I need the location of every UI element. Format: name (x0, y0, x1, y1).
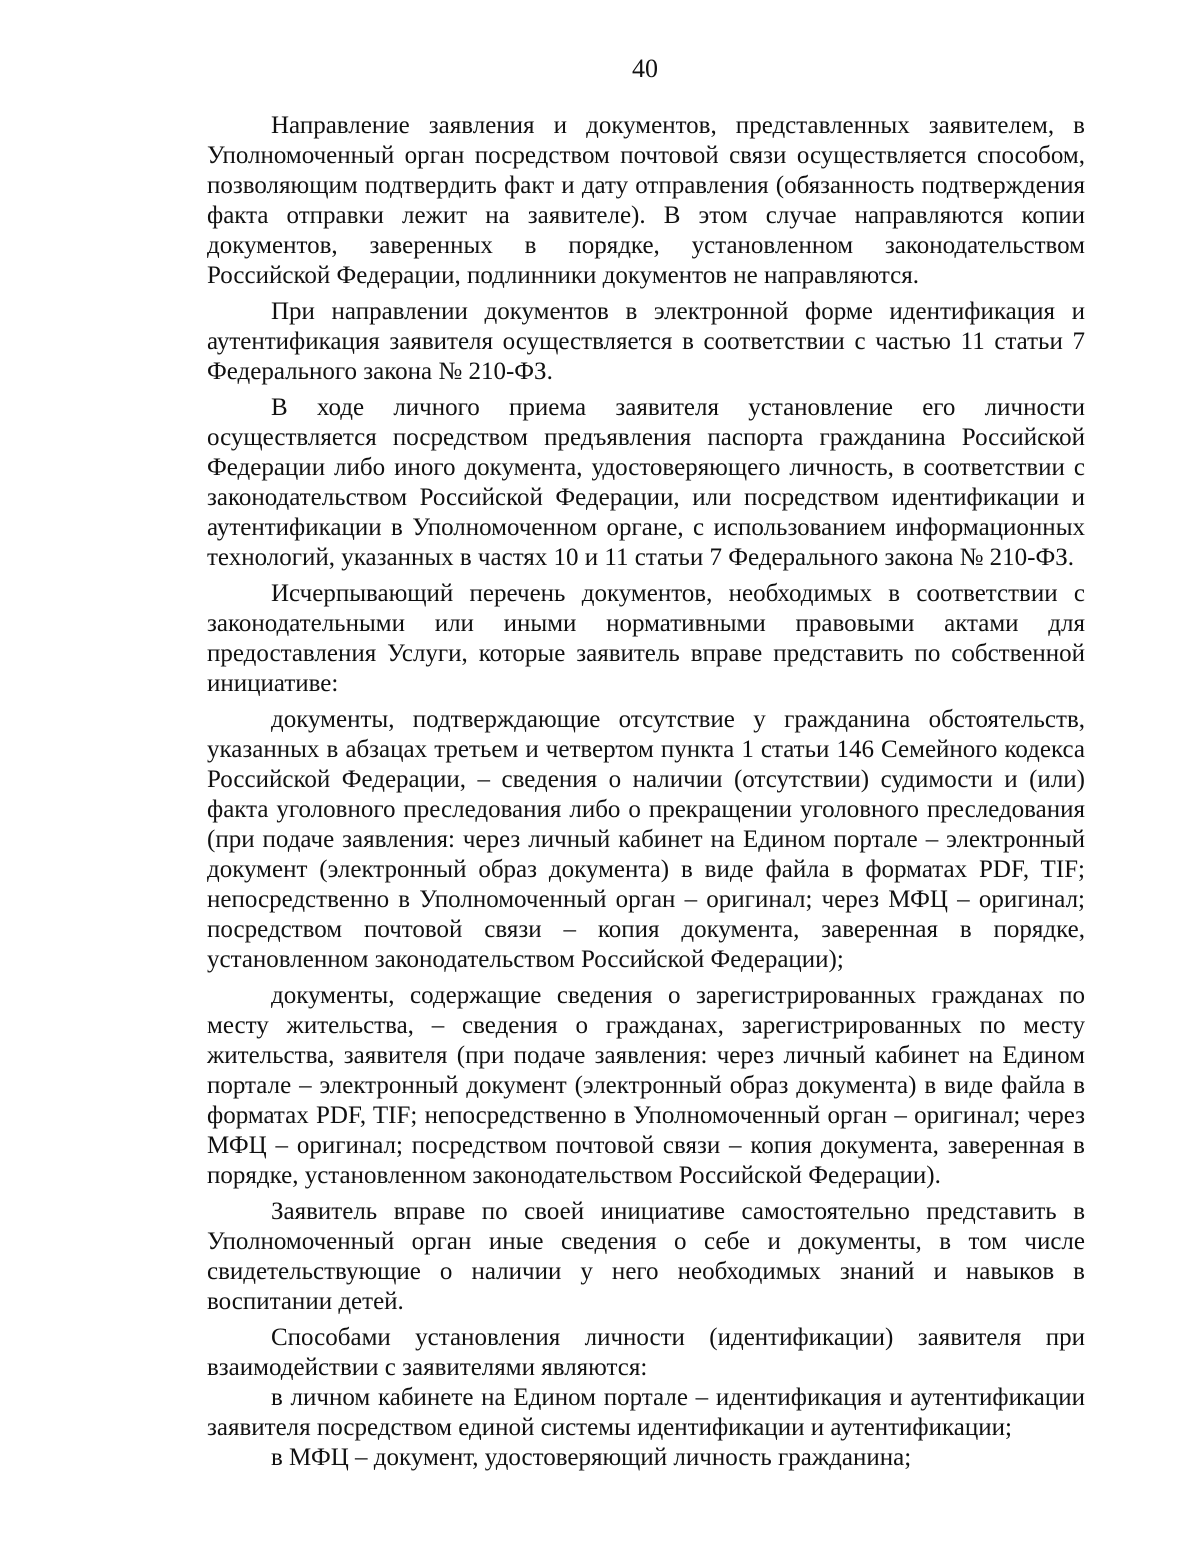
document-body (207, 111, 1085, 1473)
paragraph-mfc-identification: в МФЦ – документ, удостоверяющий личность гражданина; (271, 1444, 912, 1471)
page-number: 40 (632, 54, 658, 83)
paragraph-additional-documents: Заявитель вправе по своей инициативе самостоятельно представить в Уполномоченный орган иные сведения о себе и документы, в том числе свидетельствующие о наличии у него необходимых знаний и навыков в воспитании детей. (207, 1198, 1085, 1315)
paragraph-electronic-authentication: При направлении документов в электронной форме идентификация и аутентификация заявителя осуществляется в соответствии с частью 11 статьи 7 Федерального закона № 210-ФЗ. (207, 298, 1085, 385)
paragraph-criminal-record-documents: документы, подтверждающие отсутствие у гражданина обстоятельств, указанных в абзацах третьем и четвертом пункта 1 статьи 146 Семейного кодекса Российской Федерации, – сведения о наличии (отсутствии) судимости и (или) факта уголовного преследования либо о прекращении уголовного преследования (при подаче заявления: через личный кабинет на Едином портале – электронный документ (электронный образ документа) в виде файла в форматах PDF, TIF; непосредственно в Уполномоченный орган – оригинал; через МФЦ – оригинал; посредством почтовой связи – копия документа, заверенная в порядке, установленном законодательством Российской Федерации); (207, 706, 1085, 973)
paragraph-documents-list-intro: Исчерпывающий перечень документов, необходимых в соответствии с законодательными или иными нормативными правовыми актами для предоставления Услуги, которые заявитель вправе представить по собственной инициативе: (207, 580, 1085, 697)
paragraph-registration-documents: документы, содержащие сведения о зарегистрированных гражданах по месту жительства, – сведения о гражданах, зарегистрированных по месту жительства, заявителя (при подаче заявления: через личный кабинет на Едином портале – электронный документ (электронный образ документа) в виде файла в форматах PDF, TIF; непосредственно в Уполномоченный орган – оригинал; через МФЦ – оригинал; посредством почтовой связи – копия документа, заверенная в порядке, установленном законодательством Российской Федерации). (207, 982, 1085, 1189)
paragraph-personal-reception: В ходе личного приема заявителя установление его личности осуществляется посредством предъявления паспорта гражданина Российской Федерации либо иного документа, удостоверяющего личность, в соответствии с законодательством Российской Федерации, или посредством идентификации и аутентификации в Уполномоченном органе, с использованием информационных технологий, указанных в частях 10 и 11 статьи 7 Федерального закона № 210-ФЗ. (207, 394, 1085, 571)
paragraph-postal-submission: Направление заявления и документов, представленных заявителем, в Уполномоченный орган посредством почтовой связи осуществляется способом, позволяющим подтвердить факт и дату отправления (обязанность подтверждения факта отправки лежит на заявителе). В этом случае направляются копии документов, заверенных в порядке, установленном законодательством Российской Федерации, подлинники документов не направляются. (207, 112, 1085, 289)
paragraph-portal-identification: в личном кабинете на Едином портале – идентификация и аутентификации заявителя посредством единой системы идентификации и аутентификации; (207, 1384, 1085, 1441)
paragraph-identification-methods: Способами установления личности (идентификации) заявителя при взаимодействии с заявителями являются: (207, 1324, 1085, 1381)
